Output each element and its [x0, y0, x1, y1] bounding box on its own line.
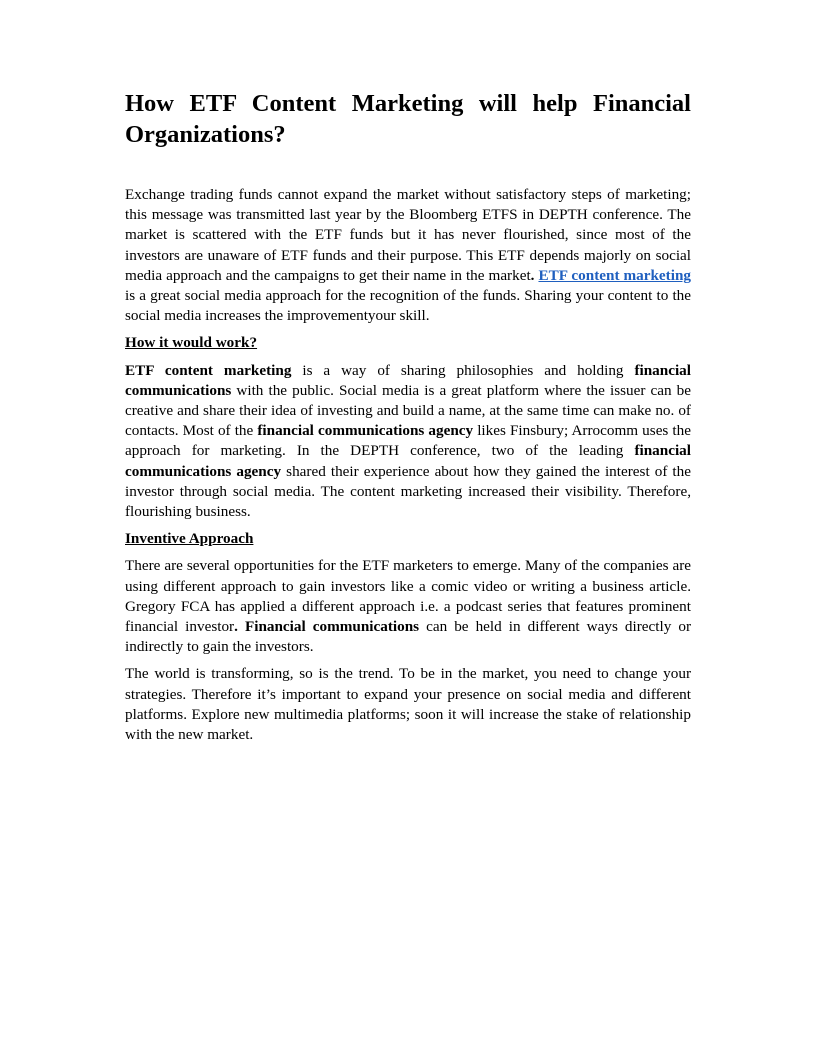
closing-paragraph: The world is transforming, so is the trend. To be in the market, you need to change your strategies. Therefore it’s important to expand your presence on social media and different platforms. Explore new multimedia platforms; soon it will increase the stake of relationship with the new market. [125, 665, 691, 744]
intro-text-2: is a great social media approach for the recognition of the funds. Sharing your content to the social media increases the improvementyour skill. [125, 287, 691, 325]
text-segment: with the public. Social media is a great platform where the issuer can be creative and share their idea of investing and build a name, at the same time can make no. of contacts. Most of the [125, 381, 691, 440]
bold-term: ETF content marketing [125, 361, 292, 379]
text-segment: is a way of sharing philosophies and holding [291, 361, 635, 379]
bold-term: financial communications agency [257, 422, 474, 440]
intro-text-1: Exchange trading funds cannot expand the market without satisfactory steps of marketing; this message was transmitted last year by the Bloomberg ETFS in DEPTH conference. The market is scattered with the ETF funds but it has never flourished, since most of the investors are unaware of ETF funds and their purpose. This ETF depends majorly on social media approach and the campaigns to get their name in the market [125, 186, 691, 284]
intro-paragraph [125, 185, 691, 326]
text-segment: There are several opportunities for the ETF marketers to emerge. Many of the companies are using different approach to gain investors like a comic video or writing a business article. Gregory FCA has applied a different approach i.e. a podcast series that features prominent financial investor [125, 557, 691, 636]
bold-term: financial communications [125, 361, 691, 399]
intro-bold-period: . [530, 266, 535, 284]
etf-content-marketing-link[interactable]: ETF content marketing [538, 266, 691, 284]
inventive-approach-paragraph [125, 556, 691, 657]
bold-term: . Financial communications [234, 618, 420, 636]
section-heading-how-it-works: How it would work? [125, 334, 258, 352]
document-page [125, 88, 691, 752]
text-segment: shared their experience about how they gained the interest of the investor through social media. The content marketing increased their visibility. Therefore, flourishing business. [125, 462, 691, 521]
bold-term: financial communications agency [125, 442, 691, 480]
section-heading-inventive-approach: Inventive Approach [125, 530, 254, 548]
document-title: How ETF Content Marketing will help Financial Organizations? [125, 90, 691, 148]
how-it-works-paragraph [125, 361, 691, 523]
text-segment: can be held in different ways directly or indirectly to gain the investors. [125, 618, 691, 656]
text-segment: likes Finsbury; Arrocomm uses the approach for marketing. In the DEPTH conference, two of the leading [125, 422, 691, 460]
